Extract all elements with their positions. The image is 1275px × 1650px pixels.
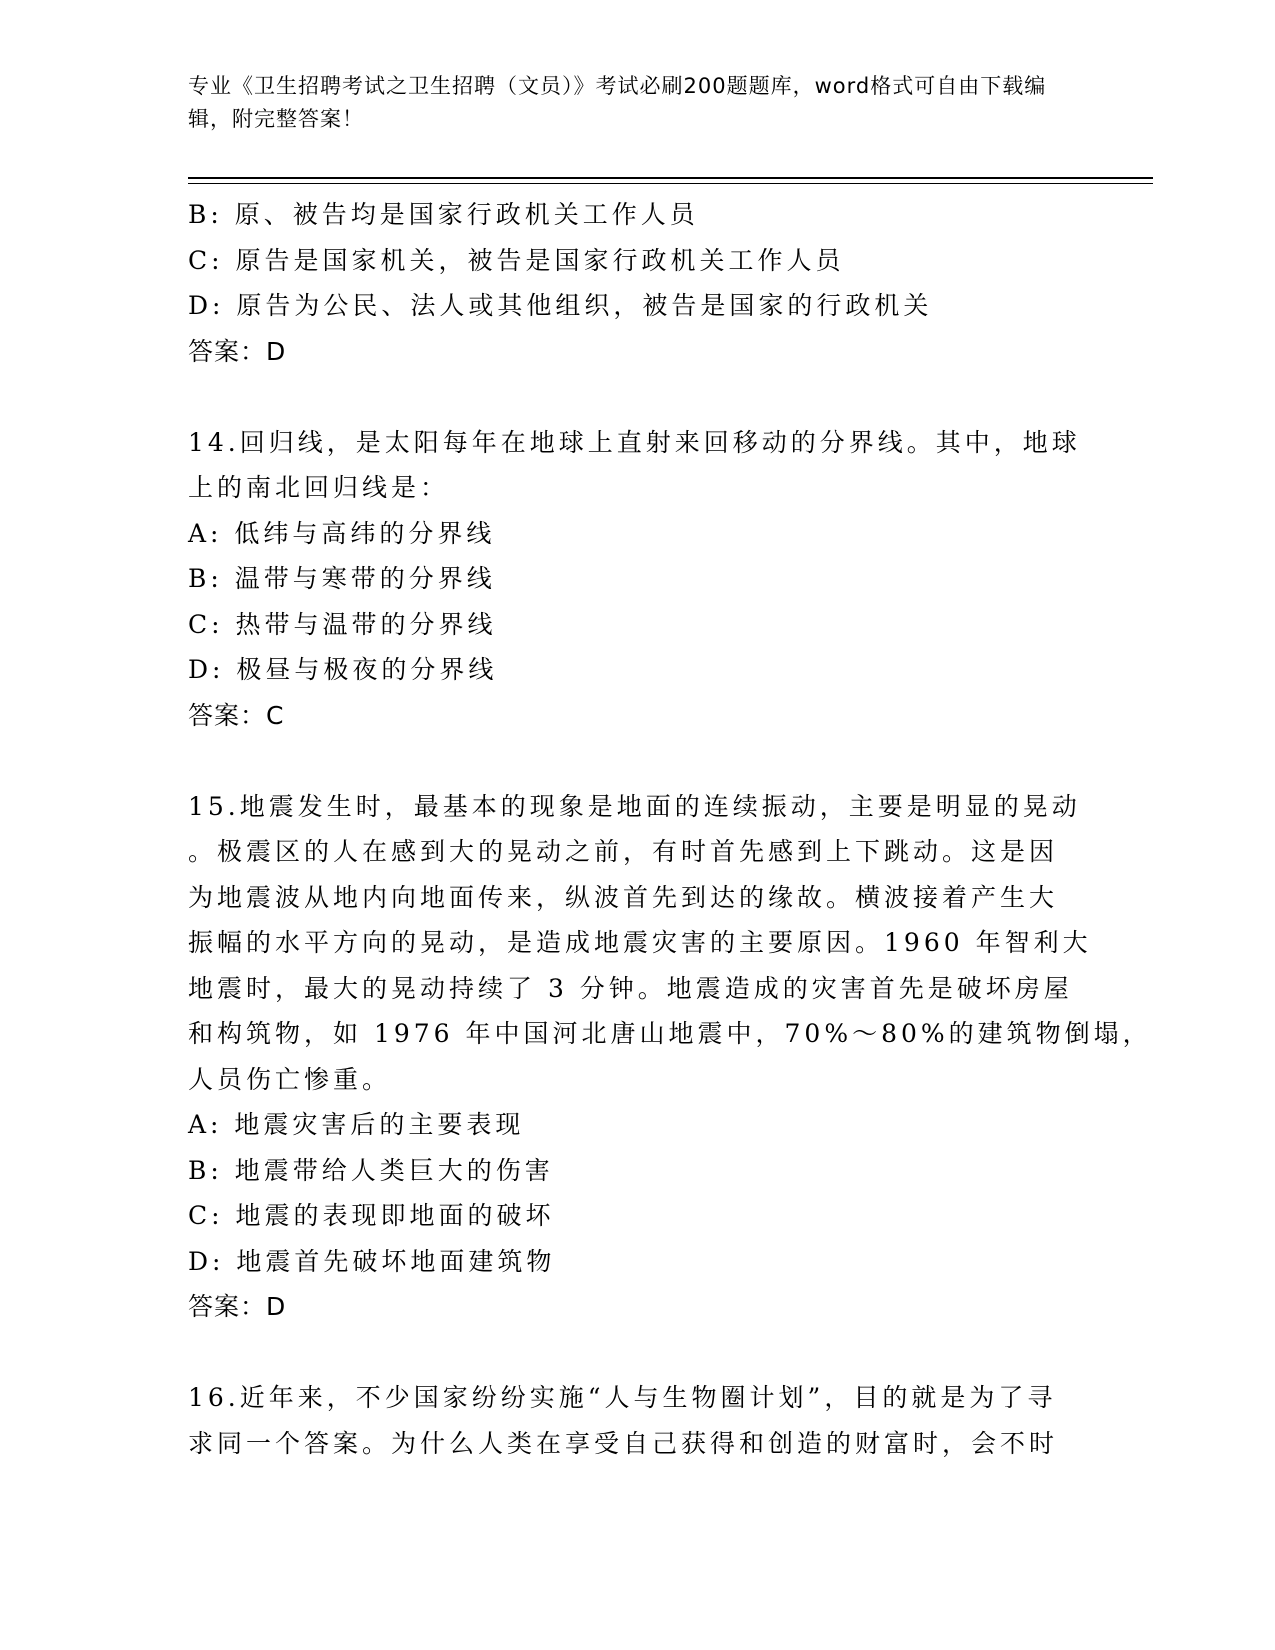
question-stem: 振幅的水平方向的晃动，是造成地震灾害的主要原因。1960 年智利大 bbox=[188, 928, 1092, 957]
question-stem: 。极震区的人在感到大的晃动之前，有时首先感到上下跳动。这是因 bbox=[188, 837, 1059, 866]
spacer bbox=[188, 1330, 1073, 1376]
question-16 bbox=[188, 1375, 1073, 1466]
option-a: A: 低纬与高纬的分界线 bbox=[188, 518, 496, 548]
question-stem: 为地震波从地内向地面传来，纵波首先到达的缘故。横波接着产生大 bbox=[188, 882, 1059, 912]
answer-line: 答案：C bbox=[188, 700, 285, 730]
header-divider-thin bbox=[188, 183, 1153, 184]
option-d: D: 原告为公民、法人或其他组织，被告是国家的行政机关 bbox=[188, 291, 933, 320]
option-d: D: 地震首先破坏地面建筑物 bbox=[188, 1246, 556, 1276]
document-title: 专业《卫生招聘考试之卫生招聘（文员）》考试必刷200题题库，word格式可自由下载编辑，附完整答案！ bbox=[188, 74, 1047, 131]
question-stem: 15.地震发生时，最基本的现象是地面的连续振动，主要是明显的晃动 bbox=[188, 791, 1081, 821]
question-content bbox=[188, 192, 1152, 1466]
option-a: A: 地震灾害后的主要表现 bbox=[188, 1110, 525, 1139]
question-stem: 人员伤亡惨重。 bbox=[188, 1064, 392, 1094]
question-13 bbox=[188, 192, 1073, 374]
option-b: B: 原、被告均是国家行政机关工作人员 bbox=[188, 200, 699, 229]
question-stem: 16.近年来，不少国家纷纷实施“人与生物圈计划”，目的就是为了寻 bbox=[188, 1383, 1057, 1412]
question-stem: 上的南北回归线是： bbox=[188, 473, 450, 502]
document-header bbox=[188, 70, 1078, 136]
header-divider-thick bbox=[188, 177, 1153, 179]
spacer bbox=[188, 738, 1073, 784]
question-stem: 和构筑物，如 1976 年中国河北唐山地震中，70%～80%的建筑物倒塌， bbox=[188, 1019, 1152, 1048]
question-14 bbox=[188, 420, 1081, 739]
question-stem: 14.回归线，是太阳每年在地球上直射来回移动的分界线。其中，地球 bbox=[188, 427, 1081, 457]
option-b: B: 温带与寒带的分界线 bbox=[188, 564, 496, 593]
option-b: B: 地震带给人类巨大的伤害 bbox=[188, 1155, 554, 1185]
question-stem: 地震时，最大的晃动持续了 3 分钟。地震造成的灾害首先是破坏房屋 bbox=[188, 973, 1073, 1003]
spacer bbox=[188, 374, 1073, 420]
option-c: C: 原告是国家机关，被告是国家行政机关工作人员 bbox=[188, 245, 845, 275]
option-d: D: 极昼与极夜的分界线 bbox=[188, 655, 498, 684]
question-stem: 求同一个答案。为什么人类在享受自己获得和创造的财富时，会不时 bbox=[188, 1428, 1059, 1458]
question-15 bbox=[188, 784, 1152, 1330]
option-c: C: 热带与温带的分界线 bbox=[188, 609, 497, 639]
answer-line: 答案：D bbox=[188, 336, 287, 366]
option-c: C: 地震的表现即地面的破坏 bbox=[188, 1201, 555, 1230]
answer-line: 答案：D bbox=[188, 1292, 287, 1321]
